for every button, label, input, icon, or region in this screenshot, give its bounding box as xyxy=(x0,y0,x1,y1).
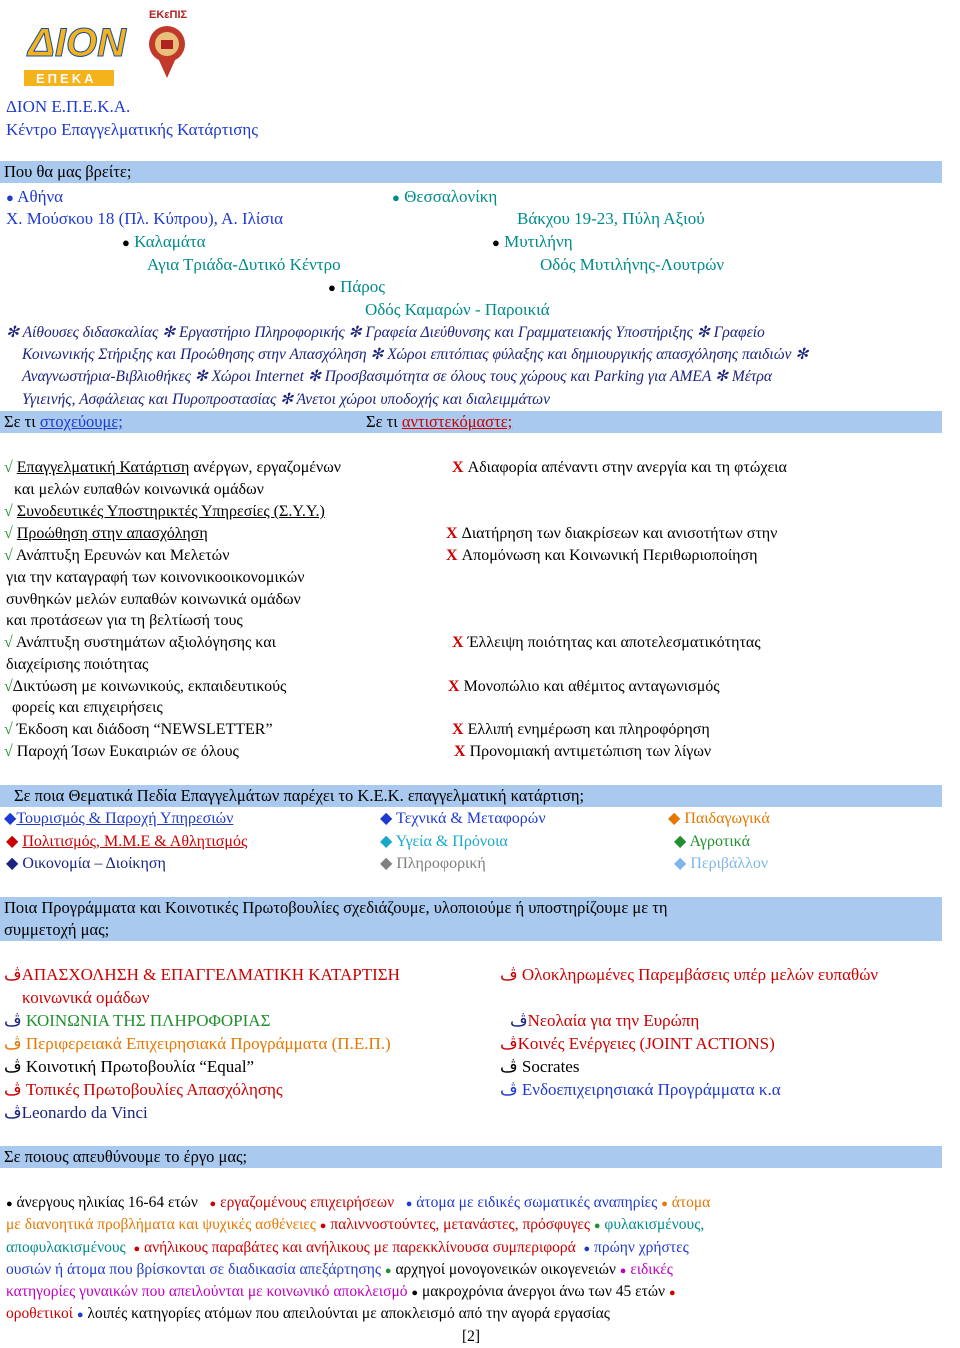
goals-left-prefix: Σε τι xyxy=(4,412,36,431)
location-paros: ● Πάρος xyxy=(328,277,386,296)
audience-heading: Σε ποιους απευθύνουμε το έργο μας; xyxy=(4,1147,248,1166)
resist-6: X Ελλιπή ενημέρωση και πληροφόρηση xyxy=(452,721,710,738)
goals-right-word: αντιστεκόμαστε; xyxy=(401,412,513,431)
program-integrated: ڤ Ολοκληρωμένες Παρεμβάσεις υπέρ μελών ευπαθών xyxy=(500,965,879,984)
goal-4-cont-3: και προτάσεων για τη βελτίωσή τους xyxy=(6,612,243,629)
field-tourism: ◆Τουρισμός & Παροχή Υπηρεσιών xyxy=(4,810,234,827)
ekepis-seal-logo xyxy=(146,6,188,86)
svg-text:ΕΚεΠΙΣ: ΕΚεΠΙΣ xyxy=(149,9,188,21)
location-thessaloniki: ● Θεσσαλονίκη xyxy=(392,187,498,206)
goal-5: √ Ανάπτυξη συστημάτων αξιολόγησης και xyxy=(4,634,276,651)
dion-logo xyxy=(24,2,126,88)
diamond-icon: ◆ xyxy=(380,833,393,850)
program-intra: ڤ Ενδοεπιχειρησιακά Προγράμματα κ.α xyxy=(500,1080,781,1099)
field-culture: ◆ Πολιτισμός, Μ.Μ.Ε & Αθλητισμός xyxy=(6,833,248,850)
goal-3: √ Προώθηση στην απασχόληση xyxy=(4,525,208,542)
facilities-line-4: Υγιεινής, Ασφάλειας και Πυροπροστασίας ✻ Άνετοι χώροι υποδοχής και διαλειμμάτων xyxy=(22,391,550,408)
bullet-icon: ● xyxy=(6,190,14,205)
diamond-icon: ◆ xyxy=(6,833,19,850)
field-informatics: ◆ Πληροφορική xyxy=(380,855,486,872)
location-thessaloniki-address: Βάκχου 19-23, Πύλη Αξιού xyxy=(517,209,705,228)
org-name: ΔΙΟΝ Ε.Π.Ε.Κ.Α. xyxy=(6,97,131,116)
facilities-line-1: ✻ Αίθουσες διδασκαλίας ✻ Εργαστήριο Πληροφορικής ✻ Γραφεία Διεύθυνσης και Γραμματειακής Υποστήριξης ✻ Γραφείο xyxy=(6,324,765,341)
goals-right-prefix: Σε τι xyxy=(366,412,398,431)
audience-line-4: ουσιών ή άτομα που βρίσκονται σε διαδικασία απεξάρτησης ● αρχηγοί μονογονεικών οικογενειών ● ειδικές xyxy=(6,1261,673,1278)
program-bullet-icon: ڤ xyxy=(500,1057,518,1076)
program-bullet-icon: ڤ xyxy=(4,1011,22,1030)
audience-line-5: κατηγορίες γυναικών που απειλούνται με κοινωνικό αποκλεισμό ● μακροχρόνια άνεργοι άνω των 45 ετών ● xyxy=(6,1283,676,1300)
bullet-icon: ● xyxy=(328,280,336,295)
field-health: ◆ Υγεία & Πρόνοια xyxy=(380,833,508,850)
resist-2: X Διατήρηση των διακρίσεων και ανισοτήτων στην xyxy=(446,525,778,542)
org-subtitle: Κέντρο Επαγγελματικής Κατάρτισης xyxy=(6,120,258,139)
program-bullet-icon: ڤ xyxy=(4,1057,22,1076)
svg-text:ΕΠΕΚΑ: ΕΠΕΚΑ xyxy=(36,71,97,86)
location-mytilini-address: Οδός Μυτιλήνης-Λουτρών xyxy=(540,255,725,274)
goal-6: √Δικτύωση με κοινωνικούς, εκπαιδευτικούς xyxy=(4,678,287,695)
diamond-icon: ◆ xyxy=(380,855,393,872)
location-kalamata-address: Αγια Τριάδα-Δυτικό Κέντρο xyxy=(147,255,341,274)
location-paros-address: Οδός Καμαρών - Παροικιά xyxy=(365,300,550,319)
goals-heading-bar xyxy=(0,411,942,433)
program-equal: ڤ Κοινοτική Πρωτοβουλία “Equal” xyxy=(4,1057,255,1076)
program-leonardo: ڤLeonardo da Vinci xyxy=(4,1103,148,1122)
field-economy: ◆ Οικονομία – Διοίκηση xyxy=(6,855,166,872)
resist-1: X Αδιαφορία απέναντι στην ανεργία και τη φτώχεια xyxy=(452,459,787,476)
program-bullet-icon: ڤ xyxy=(510,1011,528,1030)
program-youth: ڤΝεολαία για την Ευρώπη xyxy=(510,1011,700,1030)
audience-line-2: με διανοητικά προβλήματα και ψυχικές ασθένειες ● παλιννοστούντες, μετανάστες, πρόσφυγες ● φυλακισμένους, xyxy=(6,1216,705,1233)
facilities-line-3: Αναγνωστήρια-Βιβλιοθήκες ✻ Χώροι Internet ✻ Προσβασιμότητα σε όλους τους χώρους και Parking για ΑΜΕΑ ✻ Μέτρα xyxy=(22,368,772,385)
resist-3: X Απομόνωση και Κοινωνική Περιθωριοποίηση xyxy=(446,547,758,564)
location-kalamata: ● Καλαμάτα xyxy=(122,232,206,251)
goal-4-cont-1: για την καταγραφή των κοινονικοοικονομικών xyxy=(6,569,305,586)
locations-heading-bar xyxy=(0,161,942,183)
programs-heading-line-2: συμμετοχή μας; xyxy=(4,920,110,939)
audience-line-1: ● άνεργους ηλικίας 16-64 ετών ● εργαζομένους επιχειρήσεων ● άτομα με ειδικές σωματικές αναπηρίες ● άτομα xyxy=(6,1194,711,1211)
diamond-icon: ◆ xyxy=(668,810,681,827)
goal-8: √ Παροχή Ίσων Ευκαιριών σε όλους xyxy=(4,743,239,760)
location-athens-address: Χ. Μούσκου 18 (Πλ. Κύπρου), Α. Ιλίσια xyxy=(6,209,284,228)
audience-line-6: οροθετικοί ● λοιπές κατηγορίες ατόμων που απειλούνται με αποκλεισμό από την αγορά εργασίας xyxy=(6,1305,610,1322)
locations-heading: Που θα μας βρείτε; xyxy=(4,162,132,181)
program-bullet-icon: ڤ xyxy=(500,965,518,984)
program-bullet-icon: ڤ xyxy=(500,1080,518,1099)
field-agriculture: ◆ Αγροτικά xyxy=(674,833,750,850)
page-number: [2] xyxy=(462,1328,481,1345)
program-integrated-cont: κοινωνικά ομάδων xyxy=(22,988,150,1007)
field-pedagogy: ◆ Παιδαγωγικά xyxy=(668,810,770,827)
bullet-icon: ● xyxy=(392,190,400,205)
goal-4-cont-2: συνθηκών μελών ευπαθών κοινωνικά ομάδων xyxy=(6,591,301,608)
audience-line-3: αποφυλακισμένους ● ανήλικους παραβάτες και ανήλικους με παρεκκλίνουσα συμπεριφορά ● πρώην χρήστες xyxy=(6,1239,689,1256)
diamond-icon: ◆ xyxy=(674,833,687,850)
goal-4: √ Ανάπτυξη Ερευνών και Μελετών xyxy=(4,547,230,564)
goal-5-cont: διαχείρισης ποιότητας xyxy=(6,656,149,673)
program-socrates: ڤ Socrates xyxy=(500,1057,580,1076)
goal-1: √ Επαγγελματική Κατάρτιση ανέργων, εργαζομένων xyxy=(4,459,341,476)
audience-heading-bar xyxy=(0,1146,942,1168)
bullet-icon: ● xyxy=(492,235,500,250)
program-bullet-icon: ڤ xyxy=(4,965,22,984)
resist-7: X Προνομιακή αντιμετώπιση των λίγων xyxy=(454,743,712,760)
program-bullet-icon: ڤ xyxy=(4,1080,22,1099)
goal-2: √ Συνοδευτικές Υποστηρικτές Υπηρεσίες (Σ.Υ.Υ.) xyxy=(4,503,325,520)
fields-heading-bar xyxy=(0,785,942,807)
field-technical: ◆ Τεχνικά & Μεταφορών xyxy=(380,810,546,827)
program-bullet-icon: ڤ xyxy=(500,1034,518,1053)
program-local: ڤ Τοπικές Πρωτοβουλίες Απασχόλησης xyxy=(4,1080,283,1099)
facilities-line-2: Κοινωνικής Στήριξης και Προώθησης στην Απασχόληση ✻ Χώροι επιτόπιας φύλαξης και δημιουργικής απασχόλησης παιδιών ✻ xyxy=(22,346,809,363)
field-environment: ◆ Περιβάλλον xyxy=(674,855,769,872)
goals-left-word: στοχεύουμε; xyxy=(39,412,123,431)
program-info-society: ڤ ΚΟΙΝΩΝΙΑ ΤΗΣ ΠΛΗΡΟΦΟΡΙΑΣ xyxy=(4,1011,271,1030)
svg-text:ΔΙΟΝ: ΔΙΟΝ xyxy=(28,21,126,65)
diamond-icon: ◆ xyxy=(674,855,687,872)
programs-heading-bar xyxy=(0,897,942,941)
program-employment: ڤΑΠΑΣΧΟΛΗΣΗ & ΕΠΑΓΓΕΛΜΑΤΙΚΗ ΚΑΤΑΡΤΙΣΗ xyxy=(4,965,400,984)
bullet-icon: ● xyxy=(122,235,130,250)
goal-7: √ Έκδοση και διάδοση “NEWSLETTER” xyxy=(4,721,273,738)
program-regional: ڤ Περιφερειακά Επιχειρησιακά Προγράμματα (Π.Ε.Π.) xyxy=(4,1034,391,1053)
program-bullet-icon: ڤ xyxy=(4,1034,22,1053)
programs-heading-line-1: Ποια Προγράμματα και Κοινοτικές Πρωτοβουλίες σχεδιάζουμε, υλοποιούμε ή υποστηρίζουμε με τη xyxy=(4,898,668,917)
diamond-icon: ◆ xyxy=(4,810,17,827)
program-bullet-icon: ڤ xyxy=(4,1103,22,1122)
program-joint: ڤΚοινές Ενέργειες (JOINT ACTIONS) xyxy=(500,1034,775,1053)
goal-6-cont: φορείς και επιχειρήσεις xyxy=(12,699,163,716)
diamond-icon: ◆ xyxy=(6,855,19,872)
location-athens: ● Αθήνα xyxy=(6,187,64,206)
fields-heading: Σε ποια Θεματικά Πεδία Επαγγελμάτων παρέχει το Κ.Ε.Κ. επαγγελματική κατάρτιση; xyxy=(14,786,585,805)
resist-5: X Μονοπώλιο και αθέμιτος ανταγωνισμός xyxy=(448,678,720,695)
diamond-icon: ◆ xyxy=(380,810,393,827)
goal-1-cont: και μελών ευπαθών κοινωνικά ομάδων xyxy=(14,481,264,498)
resist-4: X Έλλειψη ποιότητας και αποτελεσματικότητας xyxy=(452,634,761,651)
location-mytilini: ● Μυτιλήνη xyxy=(492,232,573,251)
